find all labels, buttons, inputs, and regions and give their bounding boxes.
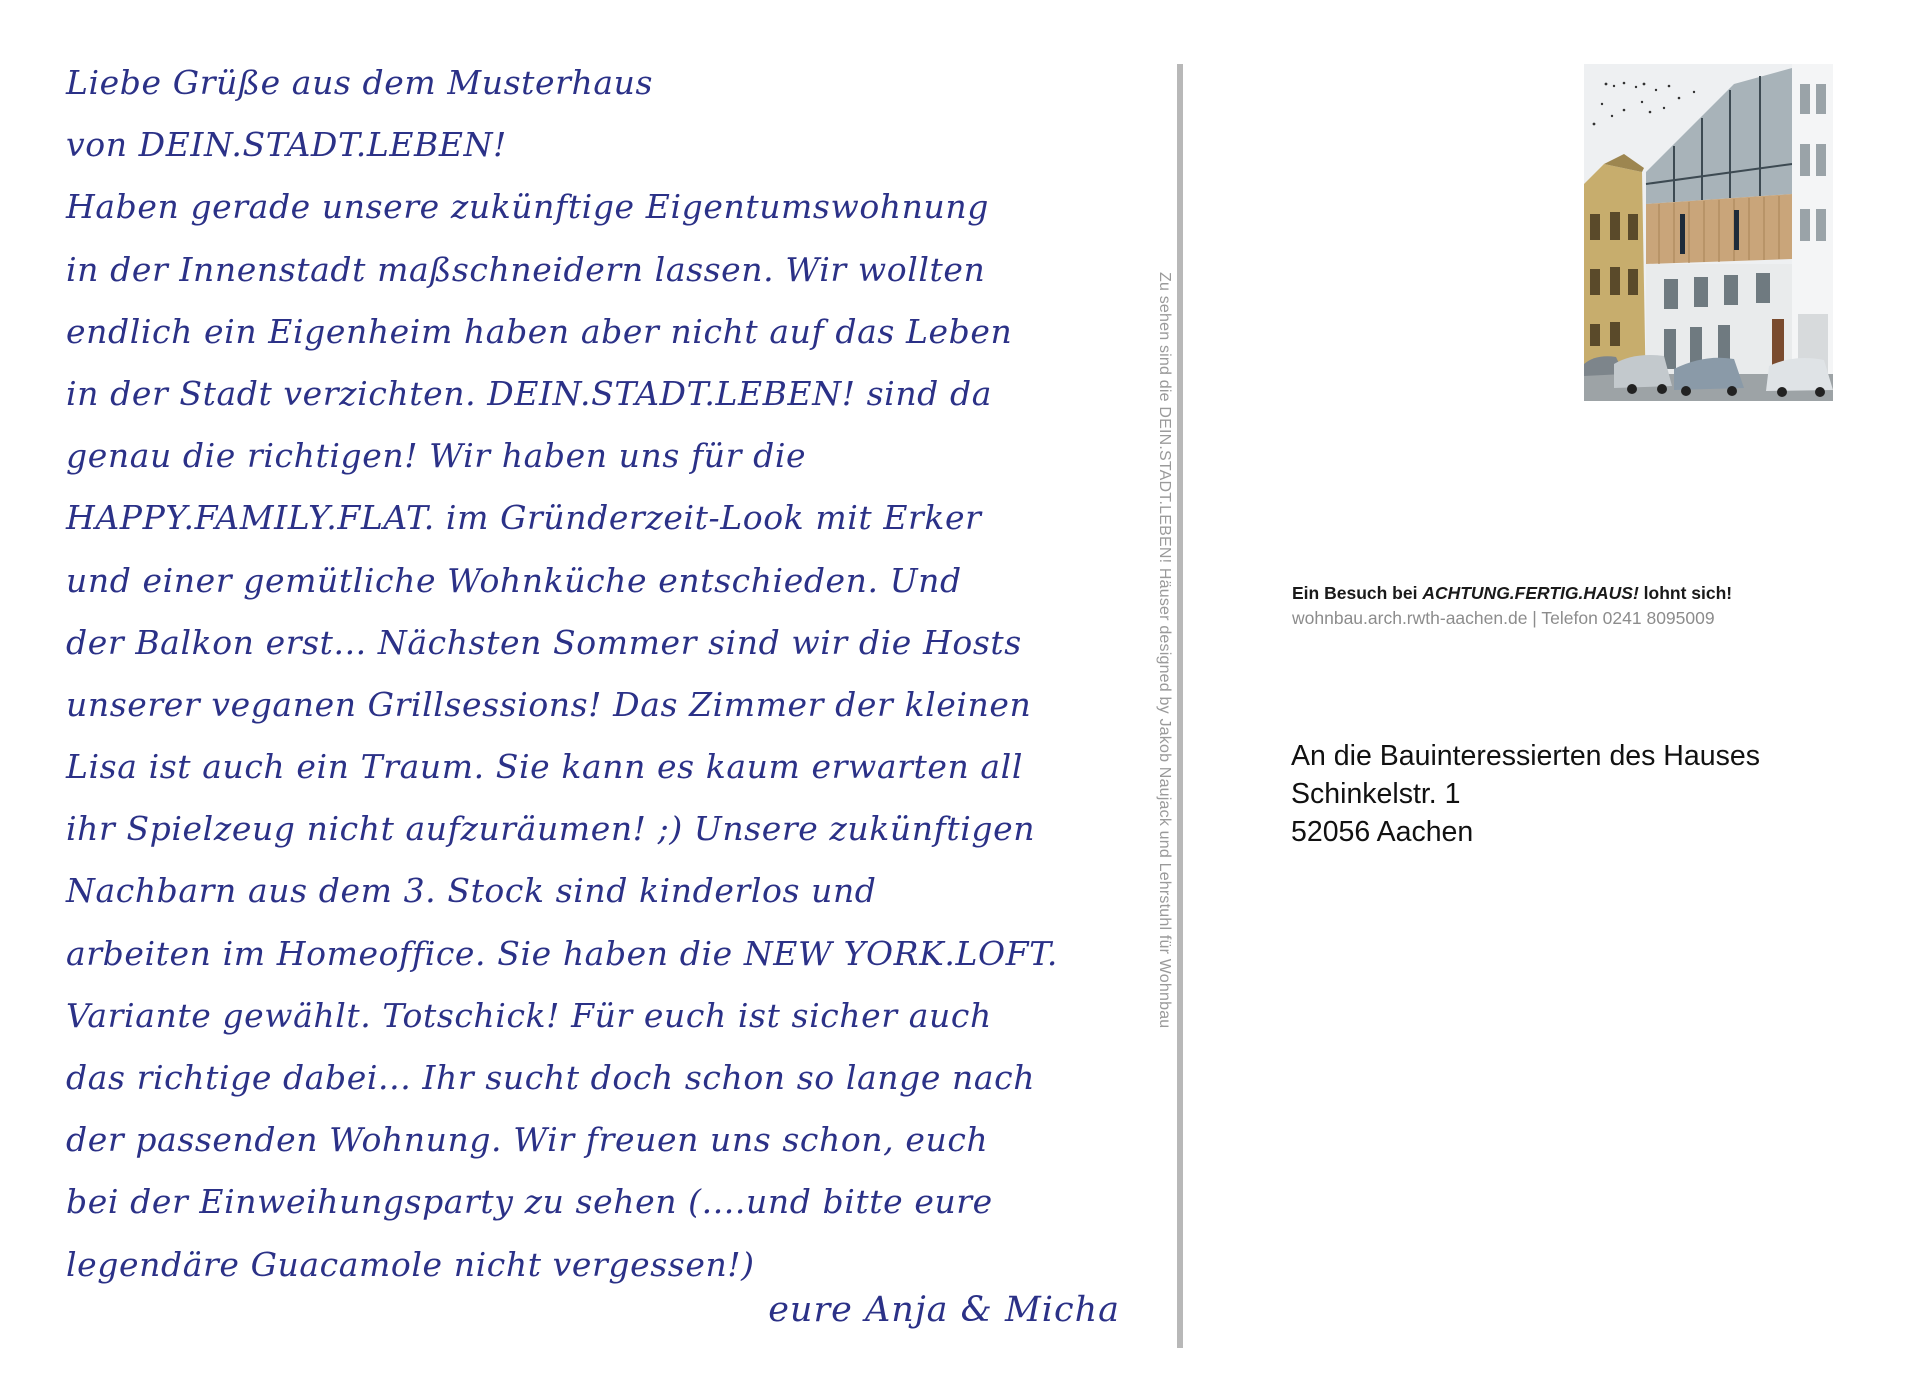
signature: eure Anja & Micha <box>768 1290 1120 1330</box>
message-line: der passenden Wohnung. Wir freuen uns schon, euch <box>66 1120 989 1160</box>
message-line: der Balkon erst... Nächsten Sommer sind wir die Hosts <box>66 622 1022 662</box>
message-line: von DEIN.STADT.LEBEN! <box>66 125 507 165</box>
side-note: Zu sehen sind die DEIN.STADT.LEBEN! Häuser designed by Jakob Naujack und Lehrstuhl für Wohnbau <box>1156 272 1173 1029</box>
message-line: arbeiten im Homeoffice. Sie haben die NEW YORK.LOFT. <box>66 933 1058 973</box>
message-line: und einer gemütliche Wohnküche entschieden. Und <box>66 560 962 600</box>
message-line: in der Innenstadt maßschneidern lassen. Wir wollten <box>66 249 986 289</box>
house-photo <box>1584 64 1833 401</box>
divider-line <box>1177 64 1183 1348</box>
ad-title-suffix: lohnt sich! <box>1638 583 1733 603</box>
ad-title <box>1292 583 1892 604</box>
address-line-recipient: An die Bauinteressierten des Hauses <box>1291 740 1760 772</box>
message-line: das richtige dabei... Ihr sucht doch schon so lange nach <box>66 1058 1036 1097</box>
message-line: endlich ein Eigenheim haben aber nicht auf das Leben <box>66 311 1013 351</box>
ad-title-prefix: Ein Besuch bei <box>1292 583 1423 603</box>
message-line: legendäre Guacamole nicht vergessen!) <box>66 1244 755 1284</box>
ad-title-emphasis: ACHTUNG.FERTIG.HAUS! <box>1422 583 1639 603</box>
message-line: ihr Spielzeug nicht aufzuräumen! ;) Unsere zukünftigen <box>66 809 1036 849</box>
message-line: HAPPY.FAMILY.FLAT. im Gründerzeit-Look mit Erker <box>66 498 982 538</box>
message-line: genau die richtigen! Wir haben uns für die <box>66 436 807 476</box>
message-line: Haben gerade unsere zukünftige Eigentumswohnung <box>66 187 989 227</box>
ad-contact: wohnbau.arch.rwth-aachen.de | Telefon 0241 8095009 <box>1292 608 1715 628</box>
message-line: Nachbarn aus dem 3. Stock sind kinderlos und <box>66 871 877 911</box>
message-line: in der Stadt verzichten. DEIN.STADT.LEBEN! sind da <box>66 373 992 413</box>
message-line: bei der Einweihungsparty zu sehen (....und bitte eure <box>66 1182 993 1222</box>
message-line: unserer veganen Grillsessions! Das Zimmer der kleinen <box>66 684 1032 724</box>
ad-block <box>1292 583 1892 629</box>
message-line: Lisa ist auch ein Traum. Sie kann es kaum erwarten all <box>66 747 1023 787</box>
address-line-street: Schinkelstr. 1 <box>1291 778 1461 810</box>
message-line: Liebe Grüße aus dem Musterhaus <box>66 63 654 102</box>
recipient-address <box>1291 737 1760 851</box>
message-line: Variante gewählt. Totschick! Für euch ist sicher auch <box>66 995 992 1035</box>
handwritten-message <box>66 52 1126 1296</box>
address-line-city: 52056 Aachen <box>1291 816 1474 848</box>
